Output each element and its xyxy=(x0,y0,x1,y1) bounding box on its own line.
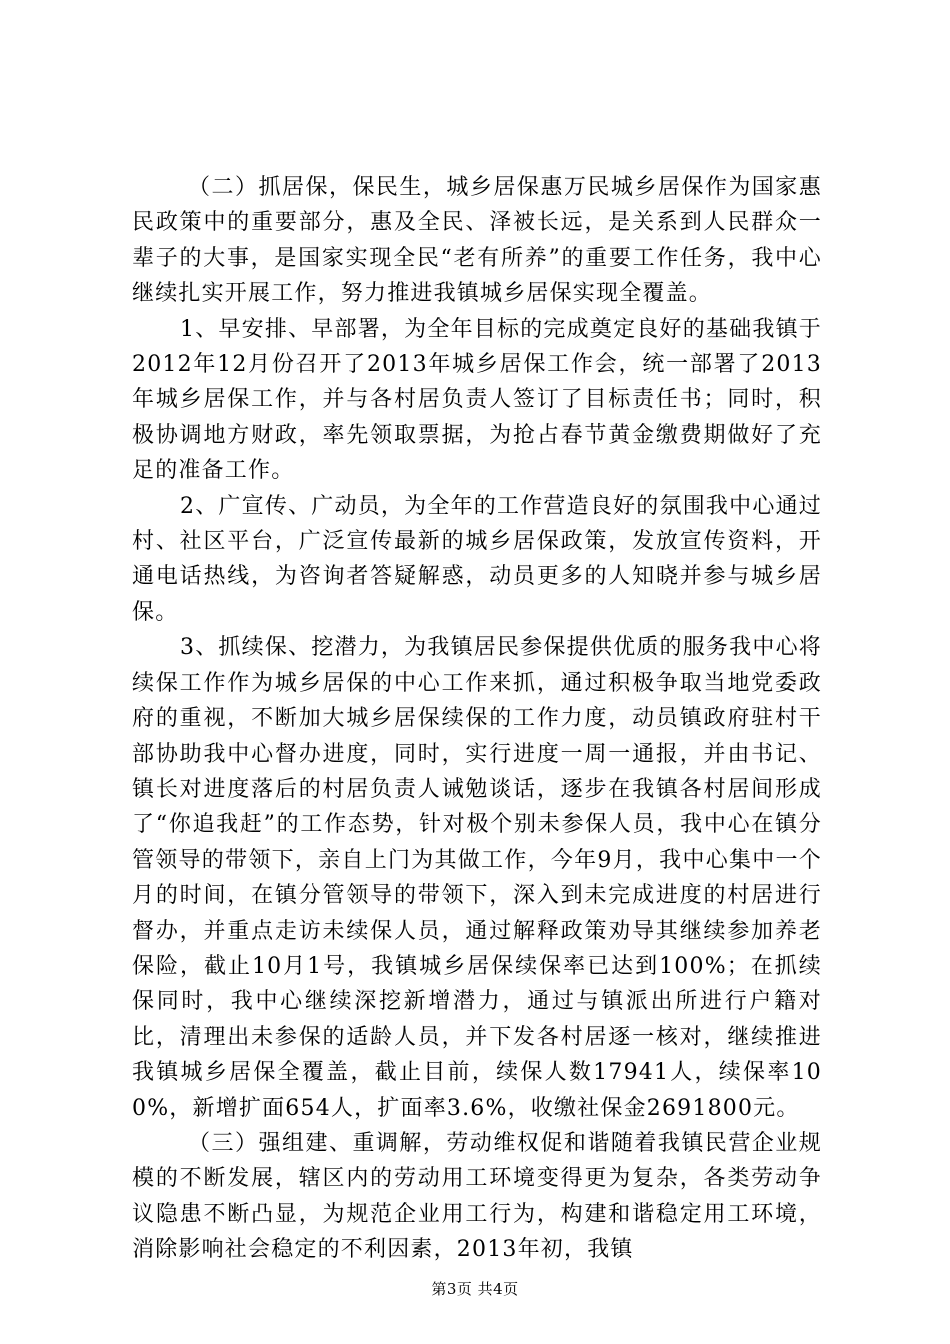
paragraph-section-3-heading: （三）强组建、重调解，劳动维权促和谐随着我镇民营企业规模的不断发展，辖区内的劳动用工环境变得更为复杂，各类劳动争议隐患不断凸显，为规范企业用工行为，构建和谐稳定用工环境，消除影响社会稳定的不利因素，2013年初，我镇 xyxy=(132,1130,822,1263)
paragraph-item-2: 2、广宣传、广动员，为全年的工作营造良好的氛围我中心通过村、社区平台，广泛宣传最新的城乡居保政策，发放宣传资料，开通电话热线，为咨询者答疑解惑，动员更多的人知晓并参与城乡居保。 xyxy=(132,493,822,625)
page-number-footer: 第3页 共4页 xyxy=(431,1280,519,1298)
paragraph-item-3: 3、抓续保、挖潜力，为我镇居民参保提供优质的服务我中心将续保工作作为城乡居保的中心工作来抓，通过积极争取当地党委政府的重视，不断加大城乡居保续保的工作力度，动员镇政府驻村干部协助我中心督办进度，同时，实行进度一周一通报，并由书记、镇长对进度落后的村居负责人诫勉谈话，逐步在我镇各村居间形成了“你追我赶”的工作态势，针对极个别未参保人员，我中心在镇分管领导的带领下，亲自上门为其做工作，今年9月，我中心集中一个月的时间，在镇分管领导的带领下，深入到未完成进度的村居进行督办，并重点走访未续保人员，通过解释政策劝导其继续参加养老保险，截止10月1号，我镇城乡居保续保率已达到100%；在抓续保同时，我中心继续深挖新增潜力，通过与镇派出所进行户籍对比，清理出未参保的适龄人员，并下发各村居逐一核对，继续推进我镇城乡居保全覆盖，截止目前，续保人数17941人，续保率100%，新增扩面654人，扩面率3.6%，收缴社保金2691800元。 xyxy=(132,635,822,1121)
paragraph-section-2-heading: （二）抓居保，保民生，城乡居保惠万民城乡居保作为国家惠民政策中的重要部分，惠及全民、泽被长远，是关系到人民群众一辈子的大事，是国家实现全民“老有所养”的重要工作任务，我中心继续扎实开展工作，努力推进我镇城乡居保实现全覆盖。 xyxy=(132,175,822,307)
document-body xyxy=(132,170,822,1268)
paragraph-item-1: 1、早安排、早部署，为全年目标的完成奠定良好的基础我镇于2012年12月份召开了2013年城乡居保工作会，统一部署了2013年城乡居保工作，并与各村居负责人签订了目标责任书；同时，积极协调地方财政，率先领取票据，为抢占春节黄金缴费期做好了充足的准备工作。 xyxy=(132,316,822,484)
